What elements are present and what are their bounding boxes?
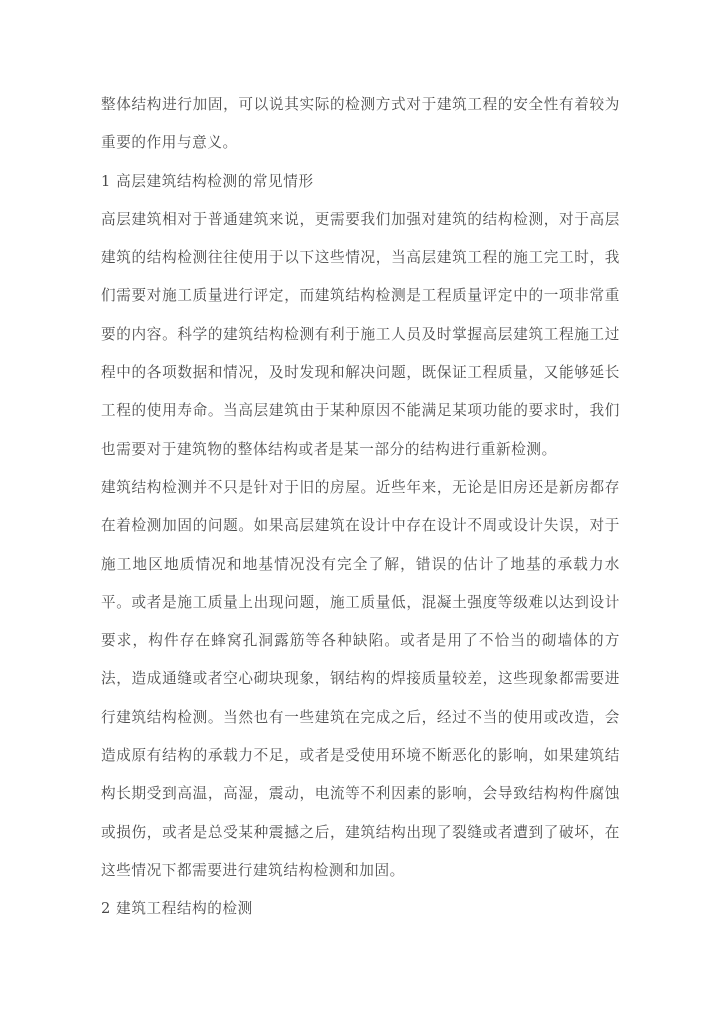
document-text-column: [101, 86, 620, 929]
body-paragraph: 整体结构进行加固，可以说其实际的检测方式对于建筑工程的安全性有着较为重要的作用与意义。: [101, 96, 620, 152]
section-heading: 2 建筑工程结构的检测: [101, 900, 253, 918]
section-heading: 1 高层建筑结构检测的常见情形: [101, 172, 314, 190]
body-paragraph: 建筑结构检测并不只是针对于旧的房屋。近些年来，无论是旧房还是新房都存在着检测加固的问题。如果高层建筑在设计中存在设计不周或设计失误，对于施工地区地质情况和地基情况没有完全了解，错误的估计了地基的承载力水平。或者是施工质量上出现问题，施工质量低，混凝土强度等级难以达到设计要求，构件存在蜂窝孔洞露筋等各种缺陷。或者是用了不恰当的砌墙体的方法，造成通缝或者空心砌块现象，钢结构的焊接质量较差，这些现象都需要进行建筑结构检测。当然也有一些建筑在完成之后，经过不当的使用或改造，会造成原有结构的承载力不足，或者是受使用环境不断恶化的影响，如果建筑结构长期受到高温，高湿，震动，电流等不利因素的影响，会导致结构构件腐蚀或损伤，或者是总受某种震撼之后，建筑结构出现了裂缝或者遭到了破坏，在这些情况下都需要进行建筑结构检测和加固。: [101, 478, 620, 879]
body-paragraph: 高层建筑相对于普通建筑来说，更需要我们加强对建筑的结构检测，对于高层建筑的结构检测往往使用于以下这些情况，当高层建筑工程的施工完工时，我们需要对施工质量进行评定，而建筑结构检测是工程质量评定中的一项非常重要的内容。科学的建筑结构检测有利于施工人员及时掌握高层建筑工程施工过程中的各项数据和情况，及时发现和解决问题，既保证工程质量，又能够延长工程的使用寿命。当高层建筑由于某种原因不能满足某项功能的要求时，我们也需要对于建筑物的整体结构或者是某一部分的结构进行重新检测。: [101, 210, 620, 458]
